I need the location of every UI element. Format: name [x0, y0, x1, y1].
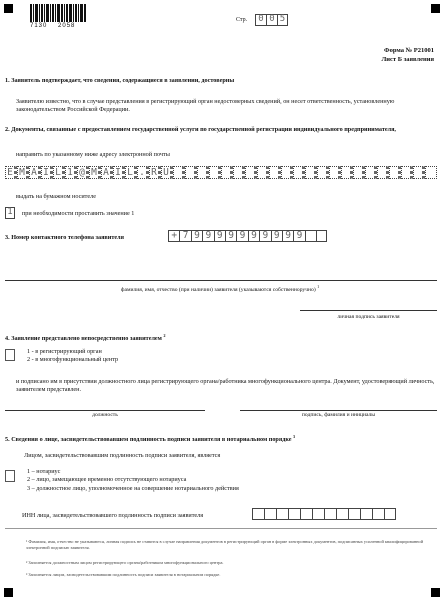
- email-label: направить по указанному ниже адресу электронной почты: [16, 151, 170, 158]
- phone-char-cell: 9: [214, 230, 225, 242]
- inn-label: ИНН лица, засвидетельствовавшего подлинность подписи заявителя: [22, 512, 204, 519]
- inn-cells[interactable]: [252, 508, 396, 520]
- email-char-cell: [245, 166, 257, 179]
- section4-title: 4. Заявление представлено непосредственно заявителем $^2$: [5, 333, 166, 343]
- footnote-3: ³ Заполняется лицом, засвидетельствовавшим подлинность подписи заявителя в нотариальном порядке.: [26, 572, 221, 577]
- email-char-cell: I: [113, 166, 125, 179]
- email-char-cell: I: [41, 166, 53, 179]
- paper-checkbox-value: 1: [5, 207, 15, 219]
- email-char-cell: [341, 166, 353, 179]
- sign-line[interactable]: [240, 410, 437, 411]
- page-number-digit: 5: [277, 14, 288, 26]
- phone-char-cell: [316, 230, 327, 242]
- barcode: [30, 4, 86, 22]
- corner-marker-bottom-left: [4, 588, 13, 597]
- paper-label: выдать на бумажном носителе: [16, 193, 96, 200]
- email-char-cell: [413, 166, 425, 179]
- email-char-cell: [257, 166, 269, 179]
- paper-hint: при необходимости проставить значение 1: [22, 210, 135, 217]
- inn-char-cell: [300, 508, 312, 520]
- phone-char-cell: 9: [202, 230, 213, 242]
- email-char-cell: U: [161, 166, 173, 179]
- email-char-cell: [209, 166, 221, 179]
- corner-marker-top-left: [4, 4, 13, 13]
- page-label: Стр.: [236, 17, 248, 23]
- phone-char-cell: 9: [271, 230, 282, 242]
- inn-char-cell: [312, 508, 324, 520]
- email-char-cell: .: [137, 166, 149, 179]
- email-char-cell: A: [29, 166, 41, 179]
- email-char-cell: [221, 166, 233, 179]
- phone-char-cell: 9: [282, 230, 293, 242]
- email-char-cell: [365, 166, 377, 179]
- inn-char-cell: [384, 508, 396, 520]
- form-title: Форма № Р21001: [384, 47, 434, 54]
- phone-char-cell: 9: [259, 230, 270, 242]
- section4-option1: 1 - в регистрирующий орган: [27, 348, 102, 355]
- page-number-digit: 0: [266, 14, 277, 26]
- position-caption: должность: [92, 412, 118, 418]
- email-char-cell: [281, 166, 293, 179]
- signature-caption: личная подпись заявителя: [337, 314, 400, 320]
- section4-option2: 2 - в многофункциональный центр: [27, 356, 119, 363]
- email-char-cell: L: [53, 166, 65, 179]
- section2-title: 2. Документы, связанные с предоставлением государственной услуги по государственной регистрации индивидуального предпринимателя,: [5, 126, 396, 133]
- email-char-cell: [353, 166, 365, 179]
- email-char-cell: [389, 166, 401, 179]
- footnote-divider: [5, 528, 437, 529]
- section5-option2: 2 – лицо, замещающее временно отсутствующего нотариуса: [27, 476, 187, 483]
- inn-char-cell: [372, 508, 384, 520]
- section5-option3: 3 – должностное лицо, уполномоченное на совершение нотариального действия: [27, 485, 239, 492]
- footnote-1: ¹ Фамилия, имя, отчество не указываются, личная подпись не ставится в случае направления документов в регистрирующий орган в форме электронных документов, подписанных усиленной квалифицированной электронной подписью заявителя.: [26, 539, 424, 550]
- email-char-cell: 1: [65, 166, 77, 179]
- section3-title: 3. Номер контактного телефона заявителя: [5, 234, 124, 241]
- email-char-cell: L: [125, 166, 137, 179]
- signature-line[interactable]: [300, 310, 437, 311]
- section1-text: Заявителю известно, что в случае представления в регистрирующий орган недостоверных сведений, он несет ответственность, установленную законодательством Российской Федерации.: [16, 98, 395, 113]
- position-line[interactable]: [5, 410, 205, 411]
- email-char-cell: [317, 166, 329, 179]
- fio-caption: фамилия, имя, отчество (при наличии) заявителя (указываются собственноручно) $^1$: [120, 284, 320, 293]
- page-number-digit: 0: [255, 14, 266, 26]
- email-char-cell: [173, 166, 185, 179]
- phone-char-cell: 9: [225, 230, 236, 242]
- inn-char-cell: [360, 508, 372, 520]
- barcode-number: 7130 2058: [30, 23, 76, 29]
- email-char-cell: [269, 166, 281, 179]
- fio-line[interactable]: [5, 280, 437, 281]
- email-char-cell: M: [89, 166, 101, 179]
- email-char-cell: [377, 166, 389, 179]
- email-char-cell: [293, 166, 305, 179]
- inn-char-cell: [348, 508, 360, 520]
- email-char-cell: A: [101, 166, 113, 179]
- inn-char-cell: [336, 508, 348, 520]
- phone-char-cell: 7: [179, 230, 190, 242]
- person-label: Лицом, засвидетельствовавшим подлинность подписи заявителя, является: [24, 452, 221, 459]
- email-cells[interactable]: [5, 166, 437, 179]
- corner-marker-bottom-right: [431, 588, 440, 597]
- section1-title: 1. Заявитель подтверждает, что сведения, содержащиеся в заявлении, достоверны: [5, 77, 235, 84]
- section5-title: 5. Сведения о лице, засвидетельствовавшем подлинность подписи заявителя в нотариальном порядке $^3$: [5, 434, 296, 444]
- phone-cells[interactable]: [168, 230, 328, 242]
- phone-char-cell: 9: [236, 230, 247, 242]
- email-char-cell: [185, 166, 197, 179]
- section4-checkbox[interactable]: [5, 349, 15, 361]
- corner-marker-top-right: [431, 4, 440, 13]
- email-char-cell: [305, 166, 317, 179]
- page-number-cells: [255, 14, 288, 26]
- inn-char-cell: [252, 508, 264, 520]
- email-char-cell: [425, 166, 437, 179]
- paper-checkbox[interactable]: [5, 207, 15, 219]
- phone-char-cell: +: [168, 230, 179, 242]
- email-char-cell: [233, 166, 245, 179]
- sign-caption: подпись, фамилия и инициалы: [301, 412, 376, 418]
- footnote-2: ² Заполняется должностным лицом регистрирующего органа/работником многофункционального центра.: [26, 560, 224, 565]
- phone-char-cell: 9: [248, 230, 259, 242]
- email-char-cell: E: [5, 166, 17, 179]
- email-char-cell: [197, 166, 209, 179]
- phone-char-cell: [305, 230, 316, 242]
- section5-option1: 1 – нотариус: [27, 468, 61, 475]
- inn-char-cell: [264, 508, 276, 520]
- email-char-cell: @: [77, 166, 89, 179]
- inn-char-cell: [324, 508, 336, 520]
- phone-char-cell: 9: [191, 230, 202, 242]
- inn-char-cell: [276, 508, 288, 520]
- phone-char-cell: 9: [293, 230, 304, 242]
- email-char-cell: R: [149, 166, 161, 179]
- section4-text: и подписано им в присутствии должностного лица регистрирующего органа/работника многофункционального центра. Документ, удостоверяющий личность, заявителем представлен.: [16, 378, 435, 393]
- email-char-cell: M: [17, 166, 29, 179]
- section5-checkbox[interactable]: [5, 470, 15, 482]
- email-char-cell: [329, 166, 341, 179]
- inn-char-cell: [288, 508, 300, 520]
- email-char-cell: [401, 166, 413, 179]
- sheet-title: Лист Б заявления: [381, 56, 434, 63]
